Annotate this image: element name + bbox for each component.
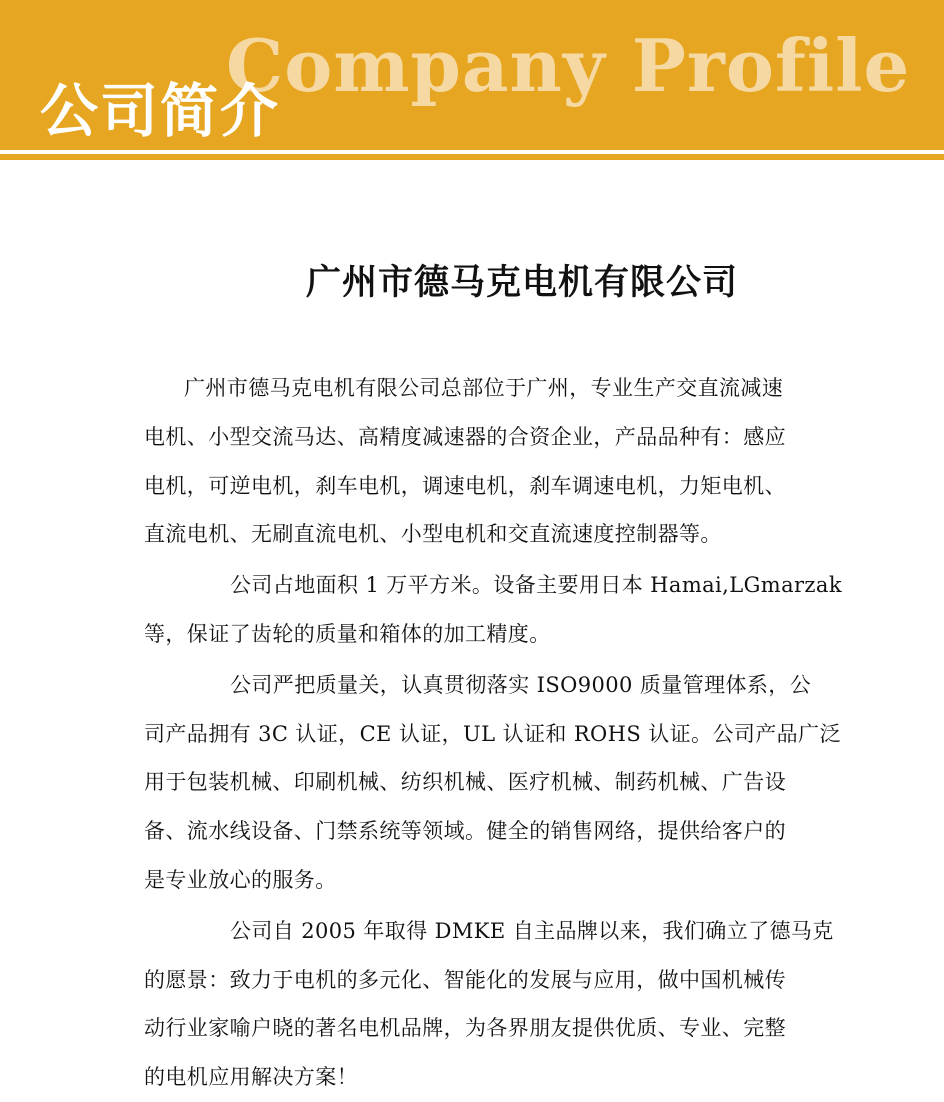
paragraph-line: 动行业家喻户晓的著名电机品牌，为各界朋友提供优质、专业、完整 bbox=[144, 1016, 786, 1041]
paragraph-line: 电机、小型交流马达、高精度减速器的合资企业，产品品种有：感应 bbox=[144, 424, 786, 449]
paragraph-facilities bbox=[144, 561, 842, 659]
paragraph-line: 的愿景：致力于电机的多元化、智能化的发展与应用，做中国机械传 bbox=[144, 967, 786, 992]
header-banner bbox=[0, 0, 944, 150]
paragraph-line: 直流电机、无刷直流电机、小型电机和交直流速度控制器等。 bbox=[144, 522, 722, 547]
paragraph-line: 等，保证了齿轮的质量和箱体的加工精度。 bbox=[144, 621, 551, 646]
page-title: 公司简介 bbox=[40, 77, 281, 145]
paragraph-line: 公司严把质量关，认真贯彻落实 ISO9000 质量管理体系，公 bbox=[230, 672, 812, 697]
paragraph-line: 备、流水线设备、门禁系统等领域。健全的销售网络，提供给客户的 bbox=[144, 819, 786, 844]
profile-body bbox=[144, 364, 842, 1102]
paragraph-quality bbox=[144, 661, 841, 905]
paragraph-line: 司产品拥有 3C 认证，CE 认证，UL 认证和 ROHS 认证。公司产品广泛 bbox=[144, 721, 841, 746]
paragraph-line: 广州市德马克电机有限公司总部位于广州，专业生产交直流减速 bbox=[184, 376, 784, 400]
paragraph-line: 的电机应用解决方案！ bbox=[144, 1065, 358, 1090]
banner-divider-gold bbox=[0, 154, 944, 160]
paragraph-line: 是专业放心的服务。 bbox=[144, 867, 337, 892]
paragraph-overview bbox=[144, 364, 804, 559]
paragraph-line: 电机，可逆电机，刹车电机，调速电机，刹车调速电机，力矩电机、 bbox=[144, 473, 786, 498]
paragraph-vision bbox=[144, 907, 834, 1102]
paragraph-line: 用于包装机械、印刷机械、纺织机械、医疗机械、制药机械、广告设 bbox=[144, 770, 786, 795]
company-name-heading: 广州市德马克电机有限公司 bbox=[305, 263, 738, 303]
paragraph-line: 公司自 2005 年取得 DMKE 自主品牌以来，我们确立了德马克 bbox=[230, 918, 834, 943]
paragraph-line: 公司占地面积 1 万平方米。设备主要用日本 Hamai,LGmarzak bbox=[230, 573, 842, 598]
banner-watermark-text: Company Profile bbox=[226, 23, 911, 108]
